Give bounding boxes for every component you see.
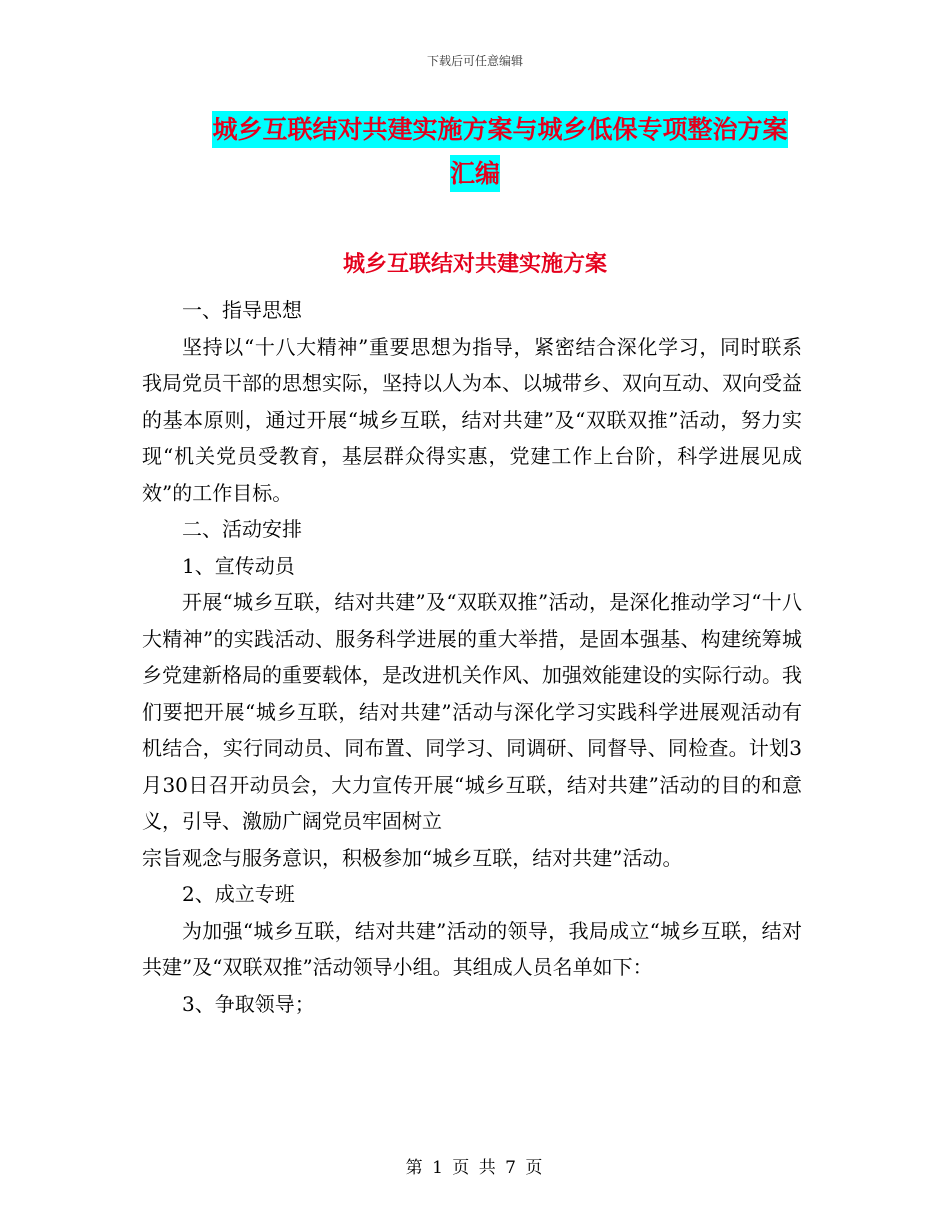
header-note: 下载后可任意编辑 [426, 54, 523, 68]
paragraph-special-team: 为加强“城乡互联，结对共建”活动的领导，我局成立“城乡互联，结对共建”及“双联双推”活动领导小组。其组成人员名单如下： [142, 918, 802, 979]
section-title: 城乡互联结对共建实施方案 [342, 251, 607, 277]
heading-activity-arrangement: 二、活动安排 [182, 517, 302, 541]
heading-special-team: 2、成立专班 [182, 882, 295, 906]
heading-publicity: 1、宣传动员 [182, 553, 295, 578]
title-line-1: 城乡互联结对共建实施方案与城乡低保专项整治方案 [212, 111, 787, 148]
heading-guiding-ideology: 一、指导思想 [182, 298, 302, 322]
paragraph-publicity: 开展“城乡互联，结对共建”及“双联双推”活动，是深化推动学习“十八大精神”的实践活动、服务科学进展的重大举措，是固本强基、构建统筹城乡党建新格局的重要载体，是改进机关作风、加强效能建设的实际行动。我们要把开展“城乡互联，结对共建”活动与深化学习实践科学进展观活动有机结合，实行同动员、同布置、同学习、同调研、同督导、同检查。计划3月30日召开动员会，大力宣传开展“城乡互联，结对共建”活动的目的和意义，引导、激励广阔党员牢固树立 [142, 590, 802, 833]
page-footer: 第 1 页 共 7 页 [405, 1158, 545, 1178]
paragraph-guiding-ideology: 坚持以“十八大精神”重要思想为指导，紧密结合深化学习，同时联系我局党员干部的思想实际，坚持以人为本、以城带乡、双向互动、双向受益的基本原则，通过开展“城乡互联，结对共建”及“双联双推”活动，努力实现“机关党员受教育，基层群众得实惠，党建工作上台阶，科学进展见成效”的工作目标。 [142, 334, 802, 505]
paragraph-publicity-continued: 宗旨观念与服务意识，积极参加“城乡互联，结对共建”活动。 [142, 845, 683, 870]
title-line-2: 汇编 [450, 155, 500, 192]
document-body [142, 292, 802, 1022]
document-title [0, 108, 950, 196]
heading-leadership: 3、争取领导； [182, 991, 315, 1016]
